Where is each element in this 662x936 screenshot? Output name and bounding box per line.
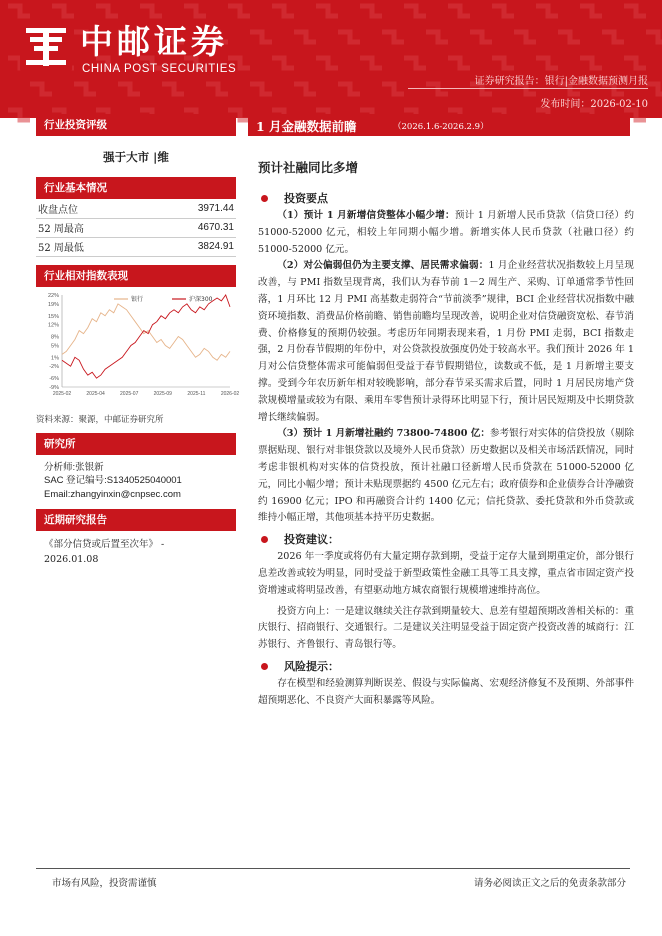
header-pattern-mark <box>118 84 140 94</box>
report-date-range: （2026.1.6-2026.2.9） <box>393 122 489 132</box>
table-row <box>36 199 236 218</box>
section-heading-text: 投资建议： <box>284 533 339 547</box>
header-pattern-mark <box>140 6 162 16</box>
header-pattern-mark <box>272 6 294 16</box>
recent-report-date: 2026.01.08 <box>44 554 99 565</box>
y-tick-label: 5% <box>51 342 59 349</box>
header-pattern-mark <box>30 84 52 94</box>
paragraph-direction: 投资方向上：一是建议继续关注存款到期量较大、息差有望超预期改善相关标的：重庆银行、招商银行、交通银行。二是建议关注明显受益于固定资产投资改善的城商行：江苏银行、齐鲁银行、青岛银行等。 <box>258 605 634 651</box>
chart-source-note: 资料来源：聚源，中邮证券研究所 <box>36 414 164 425</box>
header-pattern-mark <box>74 84 96 94</box>
paragraph-advice: 2026 年一季度或将仍有大量定期存款到期，受益于定存大量到期重定价，部分银行息差改善或较为明显，同时受益于新型政策性金融工具等工具支撑，重点省市固定资产投资增速或将明显改善，有望驱动地方城农商银行规模增速维持高位。 <box>258 551 634 596</box>
legend-label: 银行 <box>131 295 144 303</box>
paragraph-lead: （1）预计 1 月新增信贷整体小幅少增： <box>277 210 455 221</box>
header-pattern-mark <box>448 58 470 68</box>
brand-name-en: CHINA POST SECURITIES <box>82 63 237 75</box>
header-pattern-mark <box>470 32 492 42</box>
header-pattern-mark <box>360 6 382 16</box>
basic-info-heading: 行业基本情况 <box>36 177 236 199</box>
y-tick-label: 19% <box>47 301 59 308</box>
y-tick-label: -6% <box>49 375 59 382</box>
header-pattern-mark <box>184 6 206 16</box>
footer-risk-note: 市场有风险，投资需谨慎 <box>52 878 157 889</box>
header-pattern-mark <box>96 6 118 16</box>
y-tick-label: 15% <box>47 313 59 320</box>
paragraph-risk: 存在模型和经验测算判断误差、假设与实际偏离、宏观经济修复不及预期、外部事件超预期恶化、不良资产大面积暴露等风险。 <box>258 677 634 706</box>
paragraph-corporate <box>258 258 634 426</box>
recent-report-title[interactable]: 《部分信贷或后置至次年》 - <box>44 539 165 550</box>
x-tick-label: 2025-07 <box>120 390 139 397</box>
header-pattern-mark <box>646 32 662 42</box>
table-row <box>36 237 236 256</box>
paragraph-text: 参考银行对实体的信贷投放（剔除票据贴现、银行对非银贷款以及境外人民币贷款）历史数据以及相关市场活跃情况，同时考虑非银机构对实体的信贷投放，预计社融口径新增人民币贷款在 51000-52000 亿元，同比小幅少增；预计未贴现票据约 4500 亿元左右；政府债券和企业债券合计净融资约 16900 亿元；IPO 和再融资合计约 1400 亿元；信托贷款、委托贷款和外币贷款或维持小幅正增，其他项基本持平历史数据。 <box>258 428 635 524</box>
header-pattern-mark <box>514 32 536 42</box>
row-label: 52 周最高 <box>36 218 147 237</box>
header-pattern-mark <box>316 58 338 68</box>
header-pattern-mark <box>558 32 580 42</box>
row-label: 52 周最低 <box>36 237 147 256</box>
header-pattern-mark <box>250 84 272 94</box>
recent-reports-heading: 近期研究报告 <box>36 509 236 531</box>
header-pattern-mark <box>602 32 624 42</box>
header-pattern-mark <box>580 58 602 68</box>
industry-rating: 强于大市 |维 <box>103 150 169 164</box>
header-pattern-mark <box>228 6 250 16</box>
header-pattern-mark <box>404 6 426 16</box>
recent-report-item[interactable] <box>36 531 236 567</box>
series-line-csi300 <box>62 295 230 378</box>
analyst-name: 分析师:张银新 <box>44 461 104 473</box>
bullet-dot-icon <box>261 536 268 543</box>
rating-heading: 行业投资评级 <box>36 114 236 136</box>
basic-info-table <box>36 199 236 257</box>
y-tick-label: 12% <box>47 322 59 329</box>
header-pattern-mark <box>382 84 404 94</box>
report-title: 1 月金融数据前瞻 <box>256 119 357 134</box>
report-header <box>0 0 662 118</box>
report-body <box>258 190 634 710</box>
y-tick-label: -2% <box>49 363 59 370</box>
paragraph-credit <box>258 208 634 258</box>
x-tick-label: 2025-09 <box>153 390 172 397</box>
report-type: 证券研究报告：银行|金融数据预测月报 <box>474 76 648 87</box>
analyst-info <box>36 455 236 510</box>
header-pattern-mark <box>162 84 184 94</box>
table-row <box>36 218 236 237</box>
header-pattern-mark <box>272 58 294 68</box>
x-tick-label: 2025-02 <box>52 390 72 397</box>
header-pattern-mark <box>624 6 646 16</box>
left-sidebar <box>36 114 240 567</box>
header-pattern-mark <box>338 84 360 94</box>
header-pattern-mark <box>294 32 316 42</box>
y-tick-label: 22% <box>47 292 59 299</box>
section-heading-text: 投资要点 <box>284 192 328 205</box>
section-heading-text: 风险提示： <box>284 659 339 673</box>
header-pattern-mark <box>448 6 470 16</box>
paragraph-lead: （3）预计 1 月新增社融约 73800-74800 亿： <box>277 428 490 440</box>
report-subtitle: 预计社融同比多增 <box>258 160 359 175</box>
header-pattern-mark <box>250 32 272 42</box>
row-value: 3971.44 <box>147 199 236 218</box>
bullet-dot-icon <box>261 663 268 670</box>
relative-index-heading: 行业相对指数表现 <box>36 265 236 287</box>
analyst-email: Email:zhangyinxin@cnpsec.com <box>44 488 181 500</box>
header-pattern-mark <box>426 84 448 94</box>
footer-disclaimer-note: 请务必阅读正文之后的免责条款部分 <box>473 878 626 889</box>
header-pattern-mark <box>624 58 646 68</box>
x-tick-label: 2025-11 <box>187 390 206 397</box>
header-pattern-mark <box>316 6 338 16</box>
header-pattern-mark <box>426 32 448 42</box>
header-pattern-mark <box>492 58 514 68</box>
header-divider <box>408 88 648 89</box>
header-pattern-mark <box>580 6 602 16</box>
header-pattern-mark <box>8 110 30 120</box>
header-pattern-mark <box>536 58 558 68</box>
section-heading-key-points <box>258 190 634 208</box>
section-heading-investment-advice <box>258 531 634 549</box>
header-pattern-mark <box>536 6 558 16</box>
legend-label: 沪深300 <box>189 295 213 303</box>
y-tick-label: -9% <box>49 384 59 391</box>
bullet-dot-icon <box>261 195 268 202</box>
analyst-sac-number: SAC 登记编号:S1340525040001 <box>44 475 182 486</box>
row-value: 3824.91 <box>147 237 236 256</box>
header-pattern-mark <box>382 32 404 42</box>
header-pattern-mark <box>404 58 426 68</box>
header-pattern-mark <box>360 58 382 68</box>
header-pattern-mark <box>646 84 662 94</box>
brand-name-cn: 中邮证券 <box>80 22 228 61</box>
footer-divider <box>36 868 630 869</box>
row-label: 收盘点位 <box>36 199 147 218</box>
paragraph-social-financing <box>258 426 634 527</box>
header-pattern-mark <box>206 84 228 94</box>
section-heading-risk <box>258 658 634 676</box>
x-tick-label: 2025-04 <box>86 390 105 397</box>
paragraph-text: 预计 1 月新增人民币贷款（信贷口径）约 51000-52000 亿元，相较上年同期小幅少增。新增实体人民币贷款（社融口径）约 51000-52000 亿元。 <box>258 210 635 255</box>
paragraph-text: 1 月企业经营状况指数较上月呈现改善，与 PMI 指数呈现背离，我们认为春节前 1－2 周生产、采购、订单通常季节性回落，1 月环比 12 月 PMI 高基数走弱符合“节前淡季”规律，BCI 企业经营状况指数中融资环境指数、消费品价格前瞻、销售前瞻均呈现改善，说明企业对信贷融资宽松、春节消费、价格修复的预期仍较强。考虑历年同期表现来看，1 月份 PMI 走弱，BCI 指数走强，2 月份春节假期的年份中，对公贷款投放强度仍处于较高水平。我们预计 2026 年 1 月对公信贷整体需求可能偏弱但受益于春节假期错位，读数或不低，是 1 月新增主要支撑。受到今年农历新年相对较晚影响，部分春节采买需求后置，同时 1 月居民房地产贷款规模增量或较为有限、乘用车零售预计录得环比明显下行，预计居民短期及中长期贷款增长继续偏弱。 <box>258 260 634 423</box>
header-pattern-mark <box>52 6 74 16</box>
paragraph-lead: （2）对公偏弱但仍为主要支撑、居民需求偏弱： <box>277 260 489 272</box>
research-institute-heading: 研究所 <box>36 433 236 455</box>
relative-index-chart-svg <box>36 287 240 407</box>
y-tick-label: 1% <box>51 354 59 361</box>
header-pattern-mark <box>492 6 514 16</box>
row-value: 4670.31 <box>147 218 236 237</box>
y-tick-label: 8% <box>51 334 59 341</box>
relative-index-chart <box>36 287 240 407</box>
header-pattern-mark <box>8 6 30 16</box>
china-post-logo-icon <box>20 20 72 72</box>
header-pattern-mark <box>338 32 360 42</box>
x-tick-label: 2026-02 <box>220 390 240 397</box>
publish-date: 发布时间：2026-02-10 <box>540 99 648 110</box>
header-pattern-mark <box>294 84 316 94</box>
report-title-bar <box>248 114 630 136</box>
